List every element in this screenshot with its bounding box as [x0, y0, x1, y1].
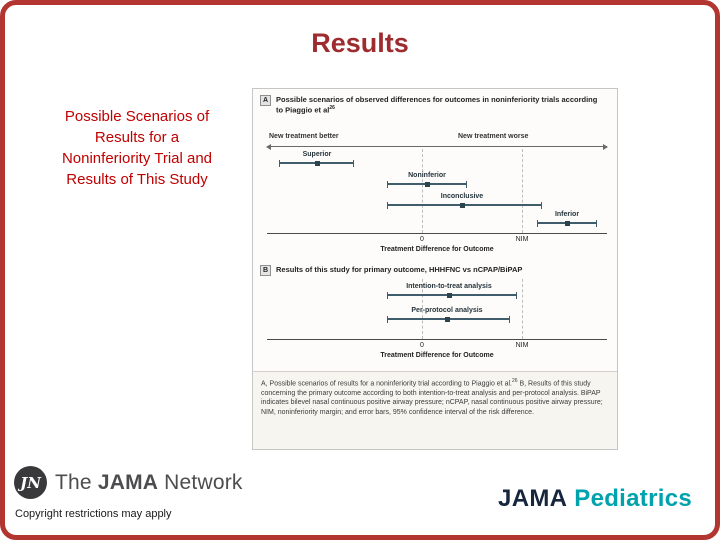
point-estimate-marker	[425, 182, 430, 187]
panel-b-x-axis	[267, 339, 607, 340]
series-label: Inferior	[554, 211, 580, 218]
direction-label-worse: New treatment worse	[458, 133, 529, 140]
left-heading-line: Possible Scenarios of	[64, 108, 210, 125]
caption-text-before: A, Possible scenarios of results for a noninferiority trial according to Piaggio et al.	[261, 380, 512, 388]
journal-logo-title: Pediatrics	[574, 485, 692, 512]
confidence-interval-line	[387, 204, 542, 205]
panel-a-plot	[267, 149, 607, 233]
panel-b-title: Results of this study for primary outcome, HHHFNC vs nCPAP/BiPAP	[276, 265, 523, 274]
x-tick-label: 0	[420, 342, 424, 349]
point-estimate-marker	[460, 203, 465, 208]
series-label: Noninferior	[408, 172, 446, 179]
ci-cap-right	[466, 181, 467, 188]
left-heading-line: Results for a	[94, 129, 180, 146]
panel-a-header	[260, 95, 606, 115]
jn-jama: JAMA	[97, 470, 159, 494]
jn-the: The	[55, 470, 98, 494]
left-heading-line: Noninferiority Trial and	[61, 150, 213, 167]
panel-a-x-axis-title: Treatment Difference for Outcome	[380, 246, 494, 253]
ci-cap-left	[279, 160, 280, 167]
x-tick-label: NIM	[515, 236, 529, 243]
ci-cap-left	[387, 316, 388, 323]
jama-network-logo-icon: JN	[14, 466, 47, 499]
reference-gridline	[522, 149, 523, 233]
panel-b-ticks	[267, 342, 607, 351]
series-label: Superior	[302, 151, 332, 158]
caption-ref: 26	[511, 378, 518, 384]
ci-cap-left	[387, 181, 388, 188]
caption-text-after: B, Results of this study concerning the primary outcome according to both intention-to-treat analysis and per-protocol analysis. BiPAP indicates bilevel nasal continuous positive airway pressure; nCPAP, nasal continuous positive airway pressure; NIM, noninferiority margin; and error bars, 95% confidence interval of the risk difference.	[261, 380, 603, 416]
ci-cap-right	[541, 202, 542, 209]
jama-network-logo-text	[55, 471, 243, 495]
panel-b-plot	[267, 279, 607, 339]
x-tick-label: NIM	[515, 342, 529, 349]
ci-cap-left	[387, 292, 388, 299]
ci-cap-right	[596, 220, 597, 227]
reference-gridline	[522, 279, 523, 339]
reference-gridline	[422, 149, 423, 233]
x-tick-label: 0	[420, 236, 424, 243]
ci-cap-right	[509, 316, 510, 323]
confidence-interval-line	[387, 294, 517, 295]
panel-a-x-axis	[267, 233, 607, 234]
panel-b-label: B	[260, 265, 271, 276]
panel-b-x-axis-title: Treatment Difference for Outcome	[380, 352, 494, 359]
left-heading-line: Results of This Study	[66, 171, 208, 188]
ci-cap-right	[516, 292, 517, 299]
direction-arrow-line	[267, 146, 607, 147]
figure-caption	[253, 371, 617, 449]
figure	[252, 88, 618, 450]
direction-label-better: New treatment better	[269, 133, 339, 140]
ci-cap-left	[537, 220, 538, 227]
point-estimate-marker	[315, 161, 320, 166]
point-estimate-marker	[565, 221, 570, 226]
panel-a-title-text: Possible scenarios of observed differences for outcomes in noninferiority trials according to Piaggio et al	[276, 95, 598, 115]
panel-a-label: A	[260, 95, 271, 106]
point-estimate-marker	[445, 317, 450, 322]
series-label: Inconclusive	[440, 193, 484, 200]
journal-logo-jama: JAMA	[498, 485, 568, 512]
left-heading	[28, 106, 246, 190]
journal-logo	[498, 485, 692, 513]
copyright-notice: Copyright restrictions may apply	[15, 508, 172, 520]
panel-a-title	[276, 95, 606, 115]
panel-a-ticks	[267, 236, 607, 245]
panel-b-header	[260, 265, 606, 276]
series-label: Intention-to-treat analysis	[406, 283, 492, 290]
jama-network-logo	[14, 466, 243, 499]
ci-cap-left	[387, 202, 388, 209]
ci-cap-right	[353, 160, 354, 167]
page-title: Results	[311, 28, 409, 58]
jn-network: Network	[158, 470, 243, 494]
point-estimate-marker	[447, 293, 452, 298]
panel-a-title-ref: 26	[329, 105, 335, 111]
series-label: Per-protocol analysis	[411, 307, 483, 314]
